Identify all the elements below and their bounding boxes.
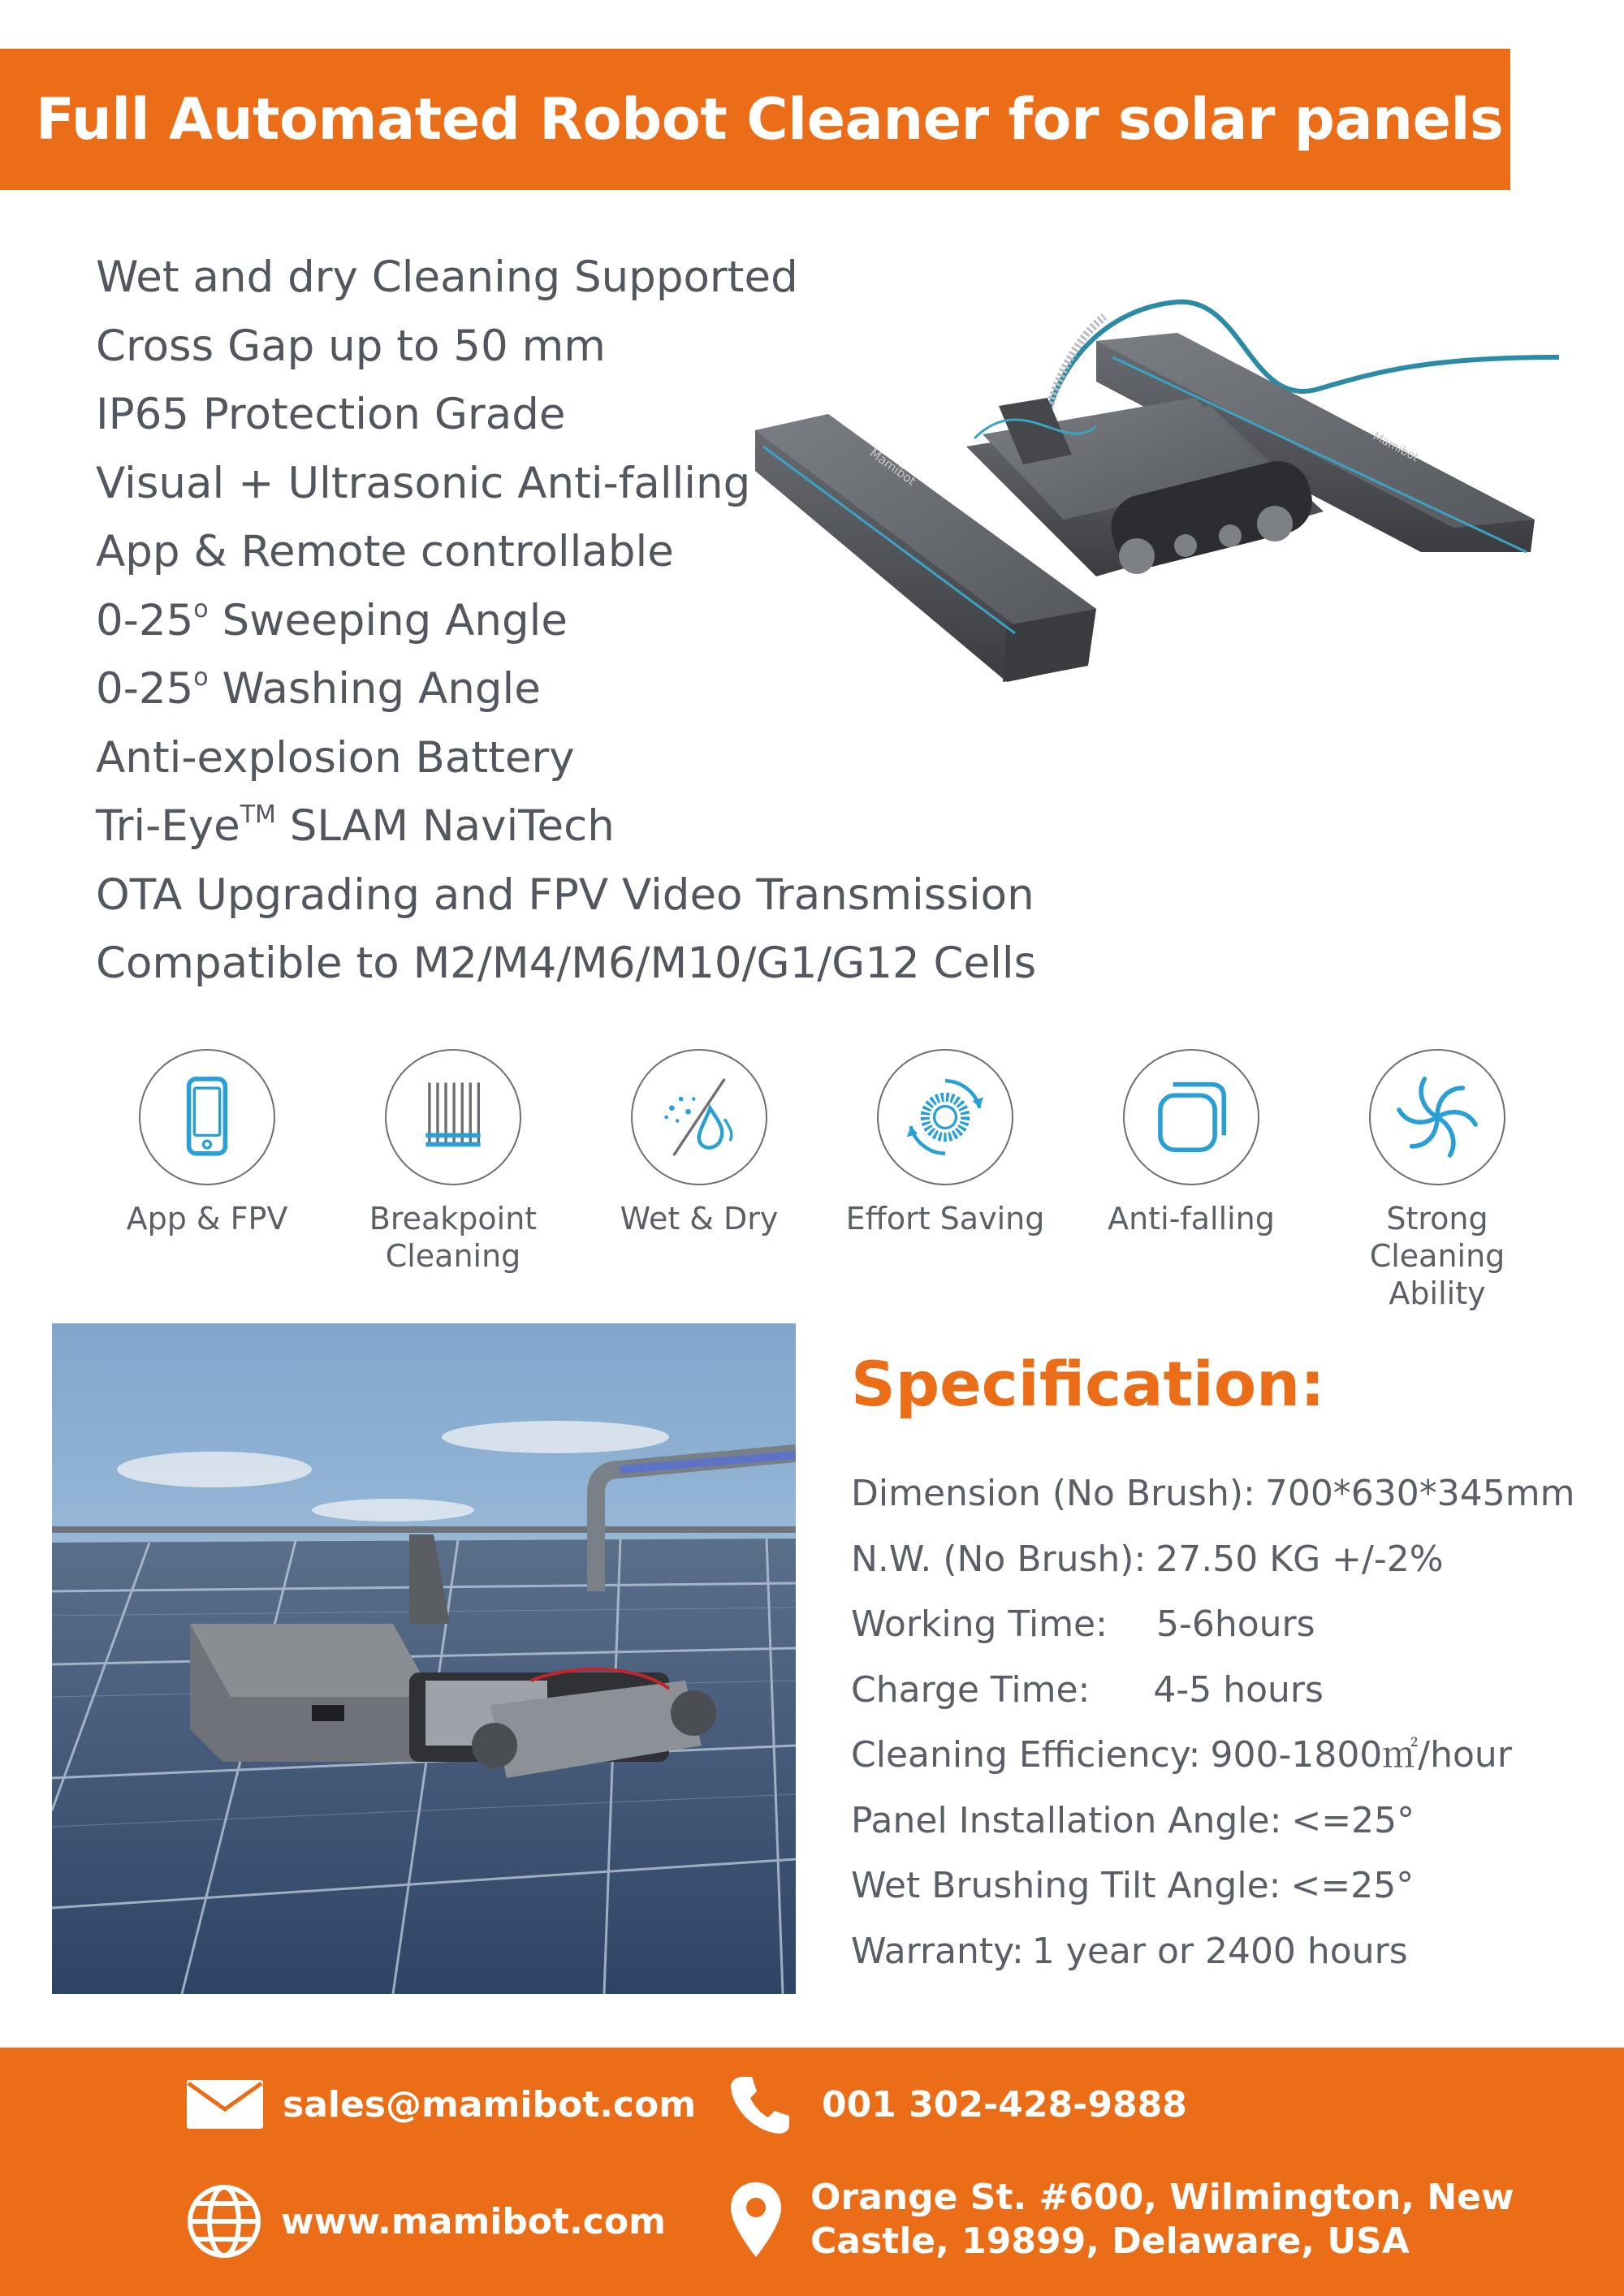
layered-square-icon bbox=[1146, 1072, 1237, 1163]
feature-item: OTA Upgrading and FPV Video Transmission bbox=[96, 870, 1034, 920]
address-contact bbox=[728, 2176, 1514, 2264]
address-line-1: Orange St. #600, Wilmington, New bbox=[810, 2177, 1514, 2218]
spec-row-weight: N.W. (No Brush): 27.50 KG +/-2% bbox=[851, 1538, 1444, 1580]
feature-item: Tri-Eye™ SLAM NaviTech bbox=[96, 801, 615, 851]
email-link[interactable]: sales@mamibot.com bbox=[283, 2083, 697, 2126]
feature-icon-wet-dry: Wet & Dry bbox=[581, 1049, 817, 1237]
robot-product-image bbox=[755, 284, 1559, 804]
website-link[interactable]: www.mamibot.com bbox=[281, 2200, 666, 2242]
spec-row-tilt-angle: Wet Brushing Tilt Angle: <=25° bbox=[851, 1865, 1415, 1906]
feature-icon-strong-cleaning: Strong Cleaning Ability bbox=[1320, 1049, 1555, 1312]
spec-row-warranty: Warranty: 1 year or 2400 hours bbox=[851, 1930, 1408, 1972]
feature-item: Cross Gap up to 50 mm bbox=[96, 321, 606, 371]
title-banner bbox=[0, 49, 1510, 190]
feature-icon-breakpoint: Breakpoint Cleaning bbox=[335, 1049, 571, 1275]
contact-footer bbox=[0, 2048, 1624, 2296]
envelope-icon bbox=[185, 2078, 265, 2130]
feature-icon-anti-falling: Anti-falling bbox=[1073, 1049, 1309, 1237]
phone-icon bbox=[162, 1072, 253, 1163]
robot-on-solar-panels-photo bbox=[52, 1323, 796, 1994]
spec-row-install-angle: Panel Installation Angle: <=25° bbox=[851, 1799, 1415, 1841]
spec-row-working-time: Working Time: 5-6hours bbox=[851, 1603, 1315, 1645]
breakpoint-lines-icon bbox=[408, 1072, 499, 1163]
cycle-gear-icon bbox=[900, 1072, 991, 1163]
feature-item: App & Remote controllable bbox=[96, 527, 674, 576]
feature-icon-app-fpv: App & FPV bbox=[89, 1049, 325, 1237]
feature-item: Compatible to M2/M4/M6/M10/G1/G12 Cells bbox=[96, 939, 1037, 988]
spec-list bbox=[851, 1461, 1575, 1984]
brand-label: Mamibot bbox=[1371, 429, 1421, 465]
feature-item: 0-25$^o$ Sweeping Angle bbox=[96, 594, 568, 645]
feature-item: Visual + Ultrasonic Anti-falling bbox=[96, 458, 751, 508]
feature-item: Anti-explosion Battery bbox=[96, 732, 575, 783]
page-title: Full Automated Robot Cleaner for solar panels bbox=[36, 86, 1504, 153]
fan-blades-icon bbox=[1392, 1072, 1483, 1163]
brand-label: Mamibot bbox=[866, 445, 919, 489]
spec-row-efficiency: Cleaning Efficiency: 900-1800㎡/hour bbox=[851, 1734, 1512, 1776]
spec-row-charge-time: Charge Time: 4-5 hours bbox=[851, 1668, 1324, 1711]
phone-contact[interactable] bbox=[728, 2072, 1187, 2137]
feature-icon-effort-saving: Effort Saving bbox=[827, 1049, 1063, 1237]
feature-icons bbox=[89, 1049, 1543, 1311]
feature-item: IP65 Protection Grade bbox=[96, 390, 566, 439]
spec-title: Specification: bbox=[851, 1348, 1325, 1420]
feature-item: Wet and dry Cleaning Supported bbox=[96, 252, 798, 302]
globe-icon bbox=[185, 2182, 263, 2260]
website-contact[interactable] bbox=[185, 2182, 666, 2260]
phone-number[interactable]: 001 302-428-9888 bbox=[822, 2083, 1187, 2126]
location-pin-icon bbox=[728, 2179, 784, 2260]
feature-item: 0-25$^o$ Washing Angle bbox=[96, 663, 541, 714]
spec-row-dimension: Dimension (No Brush): 700*630*345mm bbox=[851, 1473, 1575, 1514]
water-drop-icon bbox=[654, 1072, 745, 1163]
address-line-2: Castle, 19899, Delaware, USA bbox=[810, 2220, 1410, 2262]
phone-handset-icon bbox=[728, 2072, 793, 2137]
email-contact[interactable] bbox=[185, 2078, 696, 2130]
